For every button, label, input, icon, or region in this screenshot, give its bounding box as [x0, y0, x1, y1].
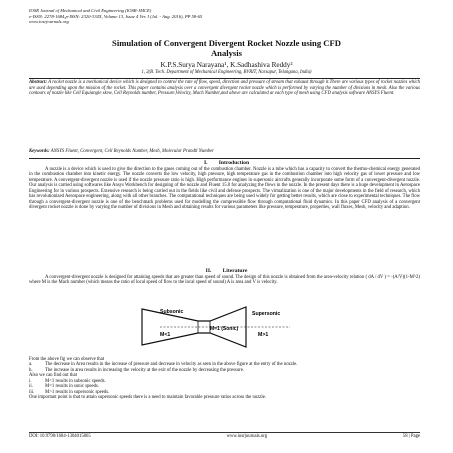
- abstract-text: A rocket nozzle is a mechanical device which is designed to control the rate of flow, speed, direction and pressure of stream that exhaust through it.There are various types of rocket nozzles which are used depending upon the mission of the rocket. This paper contains analysis over a convergent divergent rocket nozzle which is performed by varying the number of divisions in mesh. Also the various contours of nozzle like Cell Equiangle skew, Cell Reynolds number, Pressure,Velocity, Mach Number,and above are calculated at each type of mesh using CFD analysis software ANSYS Fluent.: [29, 80, 420, 97]
- nozzle-figure: [140, 303, 320, 351]
- title-line-2: Analysis: [210, 48, 243, 59]
- authors: K.P.S.Surya Narayana¹, K.Sadhashiva Reddy²: [160, 61, 293, 69]
- journal-header: [29, 8, 202, 25]
- supersonic-mach-label: M>1: [258, 332, 269, 338]
- abstract: [29, 80, 420, 97]
- list-marker: b.: [29, 367, 33, 373]
- introduction-paragraph: A nozzle is a device which is used to give the direction to the gases coming out of the combustion chamber. Nozzle is a tube which has a capacity to convert the thermo-chemical energy generated in the combustion chamber into kinetic energy. The nozzle converts the low velocity, high pressure, high temperature gas in the combustion chamber into high velocity gas of lower pressure and low temperature. A convergent-divergent nozzle is used if the nozzle pressure ratio is high. High performance engines in supersonic aircrafts generally incorporate some form of a convergent-divergent nozzle. Our analysis is carried using softwares like Ansys Workbench for designing of the nozzle and Fluent 15.0 for analyzing the flows in the nozzle. In the present days there is a huge development in Aerospace Engineering for in various prospects. Extensive research is being carried out in the fields like civil and defense prospects. The virtualization is one of the major developments in the field of research, which has revolutionized Aerospace engineering, along with all other branches. The computational techniques are being used widely for getting better results, which are close to experimental techniques. The flow through a convergent-divergent nozzle is one of the benchmark problems used for modelling the compressible flow through computational fluid dynamics. In this paper CFD analysis of a convergent divergent rocket nozzle is done by varying the number of divisions in Mesh and obtaining results for various parameters like pressure, temperature, properties, wall fluxes, Mesh, velocity and adaption.: [29, 167, 420, 211]
- journal-name: IOSR Journal of Mechanical and Civil Engineering (IOSR-JMCE): [29, 8, 152, 13]
- affiliation: 1, 2(B. Tech. Department of Mechanical Engineering, BVRIT, Narsapur, Telangana, India): [141, 70, 312, 75]
- keywords: [29, 149, 420, 154]
- keywords-label: Keywords:: [29, 149, 50, 154]
- list-marker: i.: [29, 378, 32, 384]
- footer-doi: DOI: 10.9790/1684-1304015865: [29, 434, 91, 439]
- subsonic-label: Subsonic: [160, 309, 184, 315]
- list-marker: iii.: [29, 389, 35, 395]
- footer-website[interactable]: www.iosrjournals.org: [226, 434, 268, 439]
- paper-title: [0, 38, 453, 59]
- observations: [29, 357, 420, 401]
- sonic-mach-label: M=1 (Sonic): [210, 326, 239, 332]
- closing-text: One important point is that to attain supersonic speeds there is a need to maintain favorable pressure ratios across the nozzle.: [29, 395, 267, 401]
- page-footer: [29, 434, 420, 439]
- list-text: M=1 results in sonic speeds.: [45, 384, 100, 390]
- supersonic-label: Supersonic: [252, 311, 281, 317]
- section-heading-introduction: I. Introduction: [203, 160, 250, 166]
- literature-paragraph: A convergent-divergent nozzle is designed for attaining speeds that are greater than speed of sound. The design of this nozzle is obtained from the area-velocity relation ( dA / dV ) = -(A/V)(1-M^2) where M is the Mach number (which means the ratio of local speed of flow to the local speed of sound) A is area and V is velocity.: [29, 275, 420, 286]
- list-text: M>1 results in supersonic speeds.: [45, 389, 110, 395]
- keywords-text: ANSYS Fluent, Convergent, Cell Reynolds Number, Mesh, Molecular Prandtl Number: [50, 149, 214, 154]
- journal-website[interactable]: www.iosrjournals.org: [29, 19, 69, 25]
- list-marker: a.: [29, 362, 33, 368]
- list-marker: ii.: [29, 384, 33, 390]
- section-heading-literature: II. Literature: [205, 268, 248, 274]
- list-text: The increase in area results in increasing the velocity at the exit of the nozzle by decreasing the pressure.: [45, 367, 245, 373]
- list-text: M<1 results in subsonic speeds.: [45, 378, 106, 384]
- footer-rule: [29, 432, 420, 433]
- observations-intro-2: Also we can find out that: [29, 373, 77, 379]
- title-line-1: Simulation of Convergent Divergent Rocket Nozzle using CFD: [112, 38, 341, 48]
- journal-issn: e-ISSN: 2278-1684,p-ISSN: 2320-334X, Volume 13, Issue 4 Ver. I (Jul. - Aug. 2016), PP 58-65: [29, 13, 203, 19]
- observations-intro: From the above fig we can observe that: [29, 357, 105, 362]
- abstract-label: Abstract:: [29, 80, 47, 85]
- list-text: The decrease in Area results in the increase of pressure and decrease in velocity as seen in the above figure at the entry of the nozzle.: [45, 362, 298, 368]
- subsonic-mach-label: M<1: [160, 332, 171, 338]
- footer-page-number: 58 | Page: [402, 434, 420, 439]
